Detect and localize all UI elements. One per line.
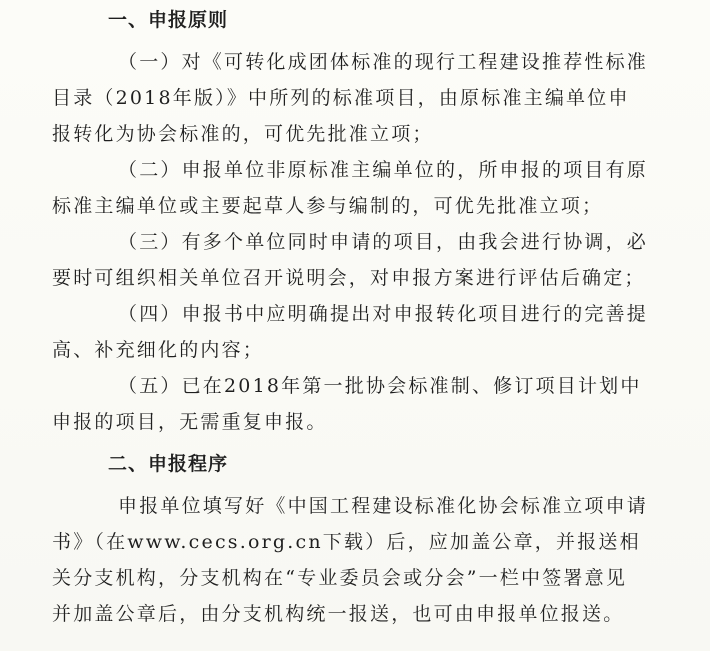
section-2-paragraph-1: 申报单位填写好《中国工程建设标准化协会标准立项申请书》（在www.cecs.org.cn下载）后，应加盖公章，并报送相关分支机构，分支机构在“专业委员会或分会”一栏中签署意见并加盖公章后，由分支机构统一报送，也可由申报单位报送。 <box>52 495 649 625</box>
section-1-paragraph-5: （五）已在2018年第一批协会标准制、修订项目计划中申报的项目，无需重复申报。 <box>52 375 642 433</box>
section-1-paragraph-2: （二）申报单位非原标准主编单位的，所申报的项目有原标准主编单位或主要起草人参与编制的，可优先批准立项； <box>52 159 649 217</box>
section-1-paragraph-4: （四）申报书中应明确提出对申报转化项目进行的完善提高、补充细化的内容； <box>52 303 649 361</box>
section-2-heading: 二、申报程序 <box>108 453 229 475</box>
section-1-paragraph-1: （一）对《可转化成团体标准的现行工程建设推荐性标准目录（2018年版）》中所列的标准项目，由原标准主编单位申报转化为协会标准的，可优先批准立项； <box>52 51 649 145</box>
section-1-paragraph-3: （三）有多个单位同时申请的项目，由我会进行协调，必要时可组织相关单位召开说明会，对申报方案进行评估后确定； <box>52 231 649 289</box>
section-1-heading: 一、申报原则 <box>108 9 229 31</box>
